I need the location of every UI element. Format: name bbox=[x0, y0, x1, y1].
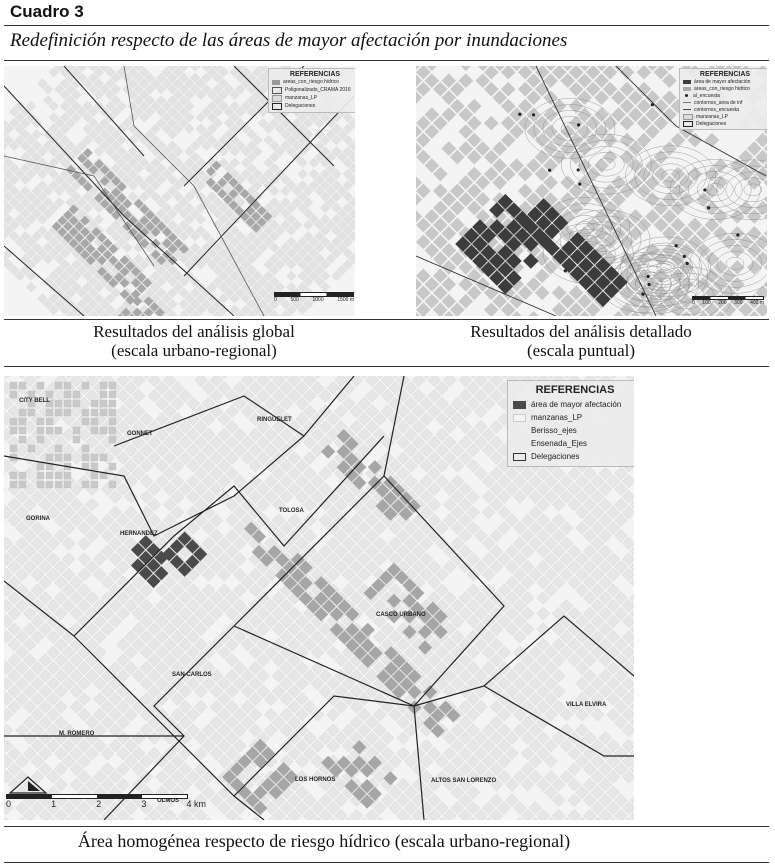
place-label-altos-san-lorenzo: ALTOS SAN LORENZO bbox=[431, 778, 497, 784]
legend-item-survey: al_encuesta bbox=[683, 92, 767, 99]
global-map-caption: Resultados del análisis global (escala urbano-regional) bbox=[93, 322, 295, 360]
legend-item-blocks: manzanas_LP bbox=[272, 94, 355, 102]
place-label-city-bell: CITY BELL bbox=[19, 398, 50, 404]
legend-item-most-affected: área de mayor afectación bbox=[683, 78, 767, 85]
north-arrow-icon bbox=[8, 776, 48, 794]
legend-item-blocks: manzanas_LP bbox=[513, 411, 634, 424]
regional-map-legend bbox=[507, 380, 634, 467]
legend-title: REFERENCIAS bbox=[699, 71, 751, 78]
detailed-map-caption: Resultados del análisis detallado (escala puntual) bbox=[470, 322, 692, 360]
detailed-map-legend bbox=[679, 68, 767, 130]
place-label-villa-elvira: VILLA ELVIRA bbox=[566, 702, 607, 708]
global-analysis-map bbox=[4, 66, 355, 316]
figure-subtitle: Redefinición respecto de las áreas de mayor afectación por inundaciones bbox=[10, 30, 568, 51]
legend-title: REFERENCIAS bbox=[289, 71, 341, 78]
place-label-hernandez: HERNANDEZ bbox=[120, 531, 158, 537]
legend-item-risk-areas: areas_con_riesgo hidrico bbox=[272, 78, 355, 86]
legend-item-survey-contours: contornos_encuesta bbox=[683, 106, 767, 113]
place-label-gorina: GORINA bbox=[26, 516, 50, 522]
place-label-m-romero: M. ROMERO bbox=[59, 731, 95, 737]
regional-map-caption: Área homogénea respecto de riesgo hídrico (escala urbano-regional) bbox=[77, 831, 571, 851]
legend-item-ensenada-axes: Ensenada_Ejes bbox=[531, 439, 588, 448]
legend-item-delegations: Delegaciones bbox=[513, 450, 634, 463]
legend-item-polygon: Poligonalizado_CRAMA 2016 bbox=[272, 86, 355, 94]
legend-item-delegations: Delegaciones bbox=[272, 102, 355, 110]
figure-number: Cuadro 3 bbox=[10, 2, 84, 21]
captions-bottom-rule bbox=[4, 366, 769, 367]
legend-item-influence-contours: contornos_area de inf bbox=[683, 99, 767, 106]
place-label-gonnet: GONNET bbox=[127, 431, 153, 437]
regional-map-scale-bar: 0 1 2 3 4 km bbox=[6, 776, 211, 809]
captions-top-rule bbox=[4, 319, 769, 320]
bottom-caption-top-rule bbox=[4, 826, 769, 827]
top-rule bbox=[4, 25, 769, 26]
regional-hydric-risk-map bbox=[4, 376, 634, 820]
bottom-rule bbox=[4, 862, 769, 863]
legend-item-berisso-axes: Berisso_ejes bbox=[531, 426, 577, 435]
global-map-scale-bar: 0 500 1000 1500 m bbox=[274, 292, 354, 303]
place-label-casco-urbano: CASCO URBANO bbox=[376, 612, 426, 618]
place-label-tolosa: TOLOSA bbox=[279, 508, 304, 514]
global-map-legend bbox=[268, 68, 355, 113]
legend-item-most-affected: área de mayor afectación bbox=[513, 398, 634, 411]
detailed-map-scale-bar: 0 100 200 300 400 m bbox=[692, 296, 764, 306]
legend-item-blocks: manzanas_LP bbox=[683, 113, 767, 120]
place-label-olmos: OLMOS bbox=[157, 798, 179, 804]
place-label-ringuelet: RINGUELET bbox=[257, 417, 292, 423]
legend-item-risk-areas: areas_con_riesgo hidrico bbox=[683, 85, 767, 92]
subtitle-rule bbox=[4, 60, 769, 61]
place-label-san-carlos: SAN CARLOS bbox=[172, 672, 212, 678]
legend-title: REFERENCIAS bbox=[535, 384, 615, 396]
legend-item-delegations: Delegaciones bbox=[683, 120, 767, 127]
detailed-analysis-map bbox=[416, 66, 767, 316]
place-label-los-hornos: LOS HORNOS bbox=[295, 777, 336, 783]
